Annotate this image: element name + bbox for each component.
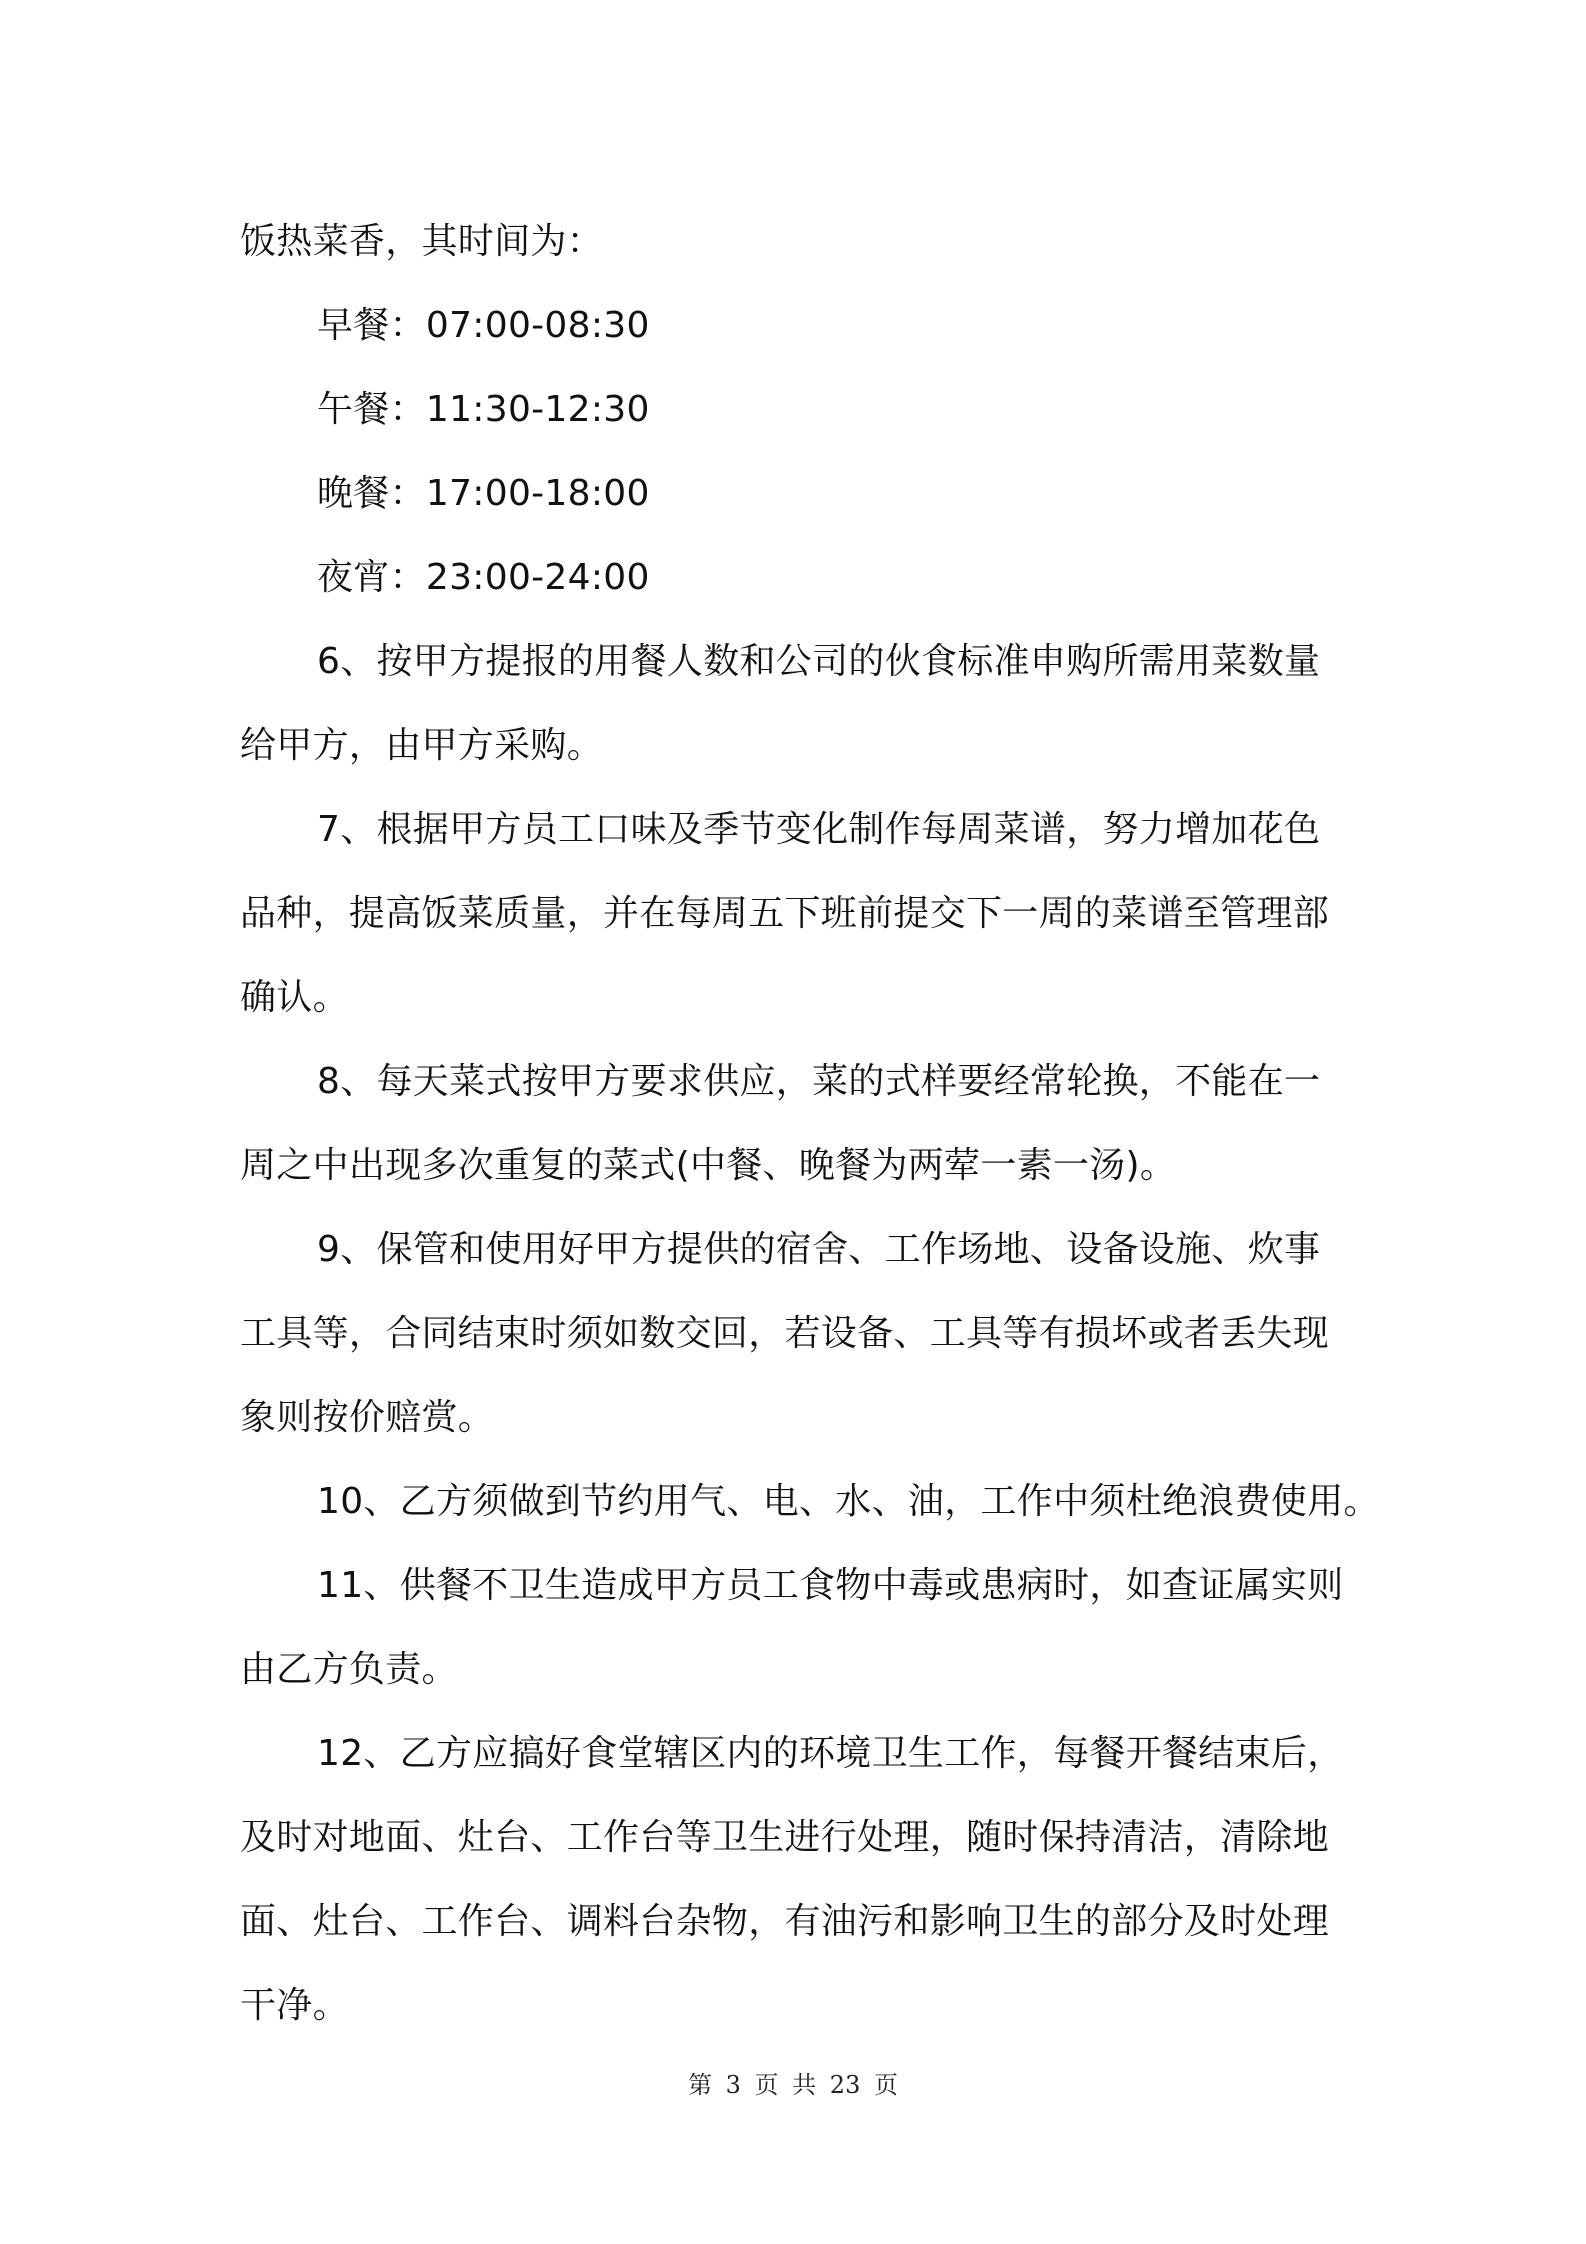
- text-line: 工具等，合同结束时须如数交回，若设备、工具等有损坏或者丢失现: [240, 1313, 1330, 1354]
- text-line: 12、乙方应搞好食堂辖区内的环境卫生工作，每餐开餐结束后，: [317, 1733, 1344, 1774]
- text-line: 由乙方负责。: [240, 1649, 458, 1690]
- text-line: 确认。: [240, 977, 349, 1018]
- document-body: [240, 200, 1380, 2048]
- text-line: 9、保管和使用好甲方提供的宿舍、工作场地、设备设施、炊事: [317, 1229, 1321, 1270]
- text-line: 干净。: [240, 1985, 349, 2026]
- text-line: 6、按甲方提报的用餐人数和公司的伙食标准申购所需用菜数量: [317, 641, 1321, 682]
- text-line: 给甲方，由甲方采购。: [240, 725, 604, 766]
- text-line: 早餐：07:00-08:30: [317, 305, 650, 346]
- text-line: 晚餐：17:00-18:00: [317, 473, 650, 514]
- text-line: 品种，提高饭菜质量，并在每周五下班前提交下一周的菜谱至管理部: [240, 893, 1330, 934]
- text-line: 午餐：11:30-12:30: [317, 389, 650, 430]
- text-line: 10、乙方须做到节约用气、电、水、油，工作中须杜绝浪费使用。: [317, 1481, 1380, 1522]
- text-line: 8、每天菜式按甲方要求供应，菜的式样要经常轮换，不能在一: [317, 1061, 1321, 1102]
- text-line: 面、灶台、工作台、调料台杂物，有油污和影响卫生的部分及时处理: [240, 1901, 1330, 1942]
- text-line: 象则按价赔赏。: [240, 1397, 495, 1438]
- text-line: 7、根据甲方员工口味及季节变化制作每周菜谱，努力增加花色: [317, 809, 1321, 850]
- text-line: 及时对地面、灶台、工作台等卫生进行处理，随时保持清洁，清除地: [240, 1817, 1330, 1858]
- text-line: 周之中出现多次重复的菜式(中餐、晚餐为两荤一素一汤)。: [240, 1145, 1177, 1186]
- text-line: 夜宵：23:00-24:00: [317, 557, 650, 598]
- page-number-footer: 第 3 页 共 23 页: [688, 2071, 898, 2099]
- text-line: 饭热菜香，其时间为：: [240, 221, 604, 262]
- text-line: 11、供餐不卫生造成甲方员工食物中毒或患病时，如查证属实则: [317, 1565, 1344, 1606]
